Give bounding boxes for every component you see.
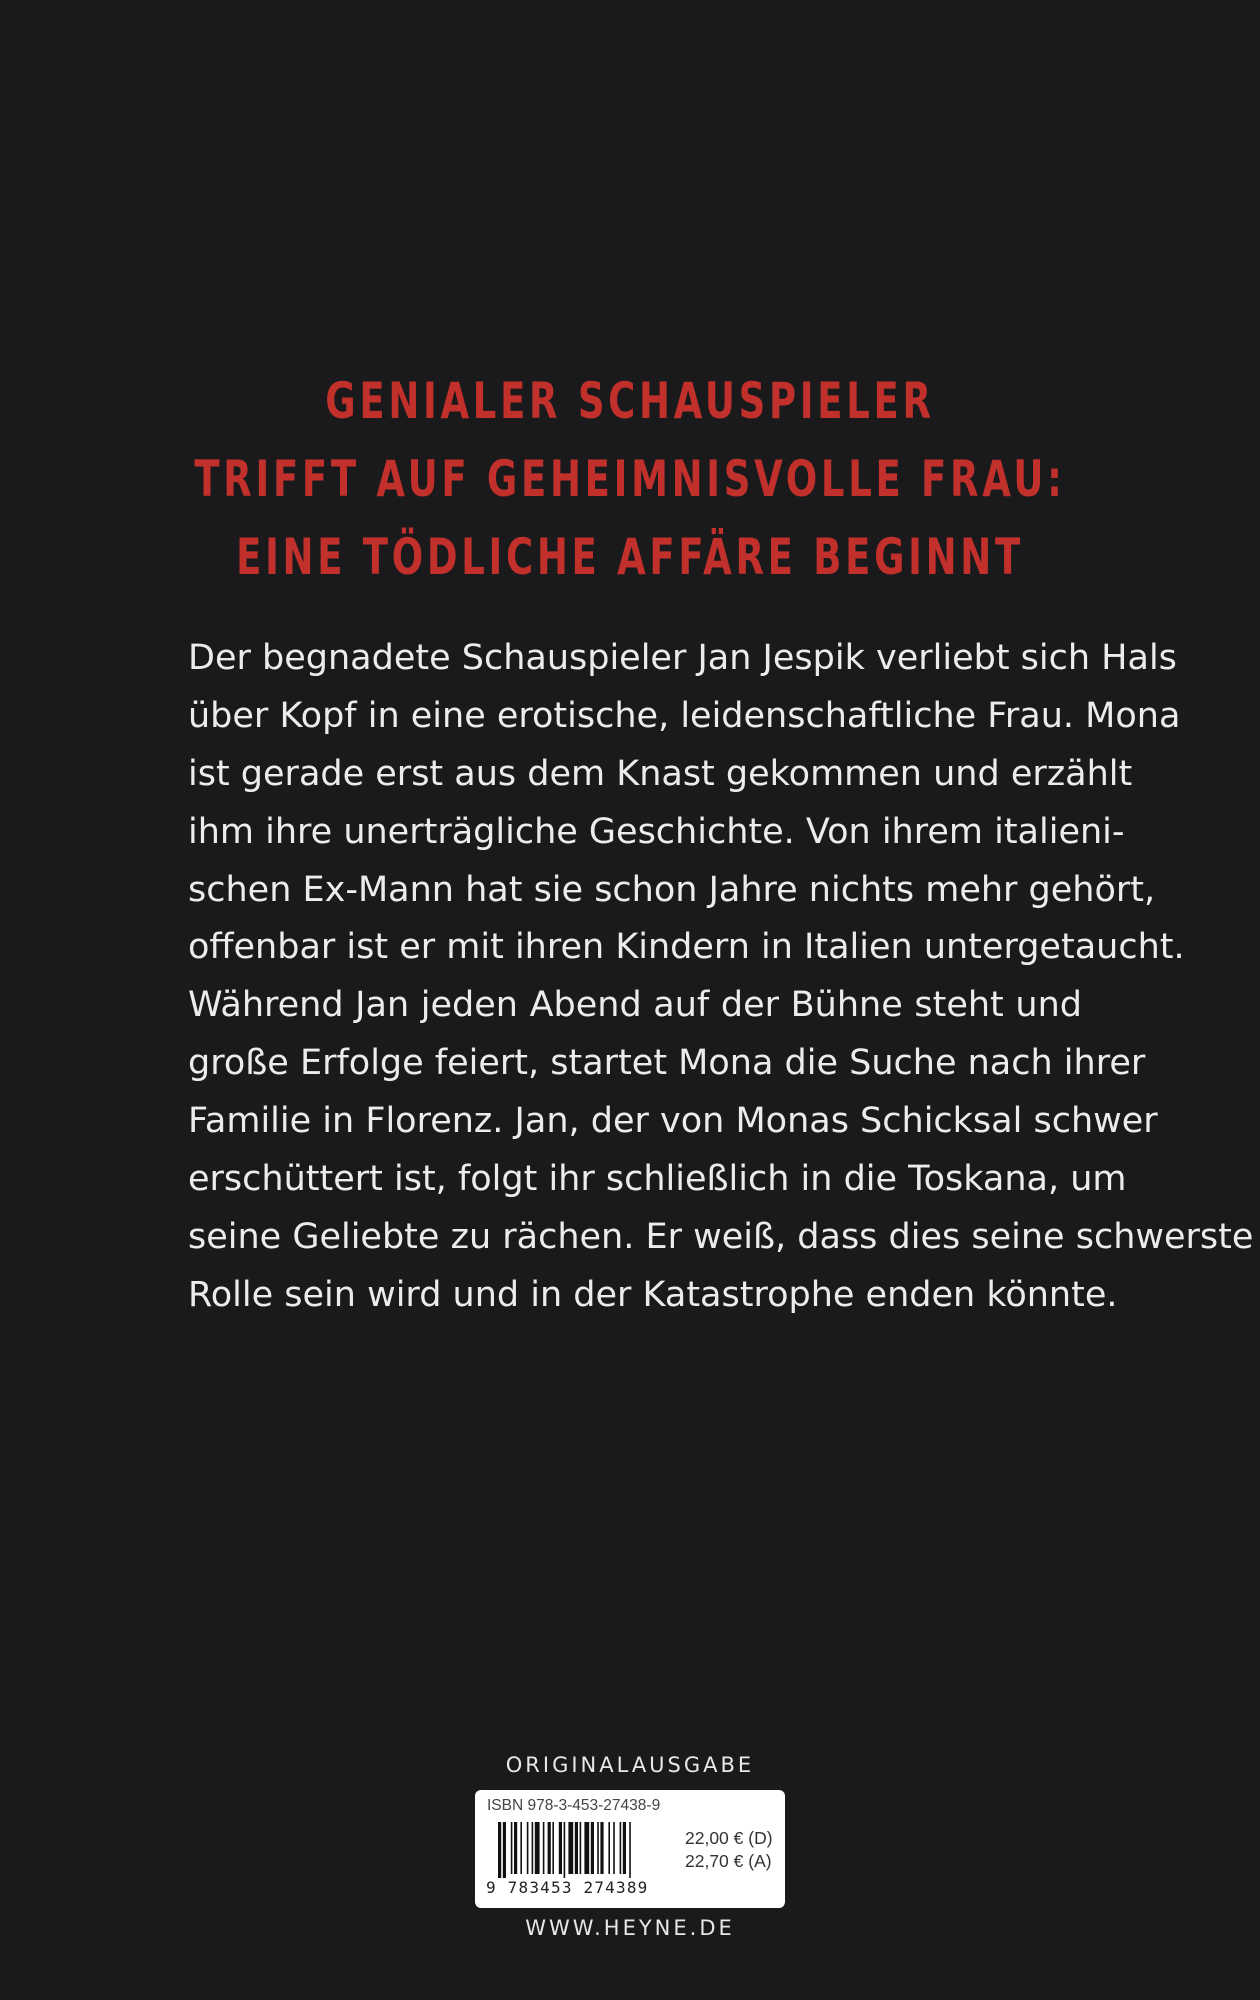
headline-line-3: EINE TÖDLICHE AFFÄRE BEGINNT [236,528,1024,586]
barcode-bar [600,1822,603,1874]
blurb-line: ist gerade erst aus dem Knast gekommen und erzählt [188,753,1133,794]
blurb-line: über Kopf in eine erotische, leidenschaftliche Frau. Mona [188,695,1181,736]
barcode-bar [597,1822,599,1874]
barcode-bar [580,1822,582,1874]
barcode-icon [498,1822,674,1878]
headline [0,362,1260,596]
barcode-bar [527,1822,529,1874]
headline-line-2: TRIFFT AUF GEHEIMNISVOLLE FRAU: [194,450,1066,508]
blurb-line: ihm ihre unerträgliche Geschichte. Von ihrem italieni- [188,811,1125,852]
barcode-bar [503,1822,506,1878]
barcode-bar [575,1822,578,1874]
barcode-bar [552,1822,554,1874]
blurb-line: seine Geliebte zu rächen. Er weiß, dass dies seine schwerste [188,1216,1254,1257]
barcode-bar [520,1822,522,1874]
barcode-bar [543,1822,545,1874]
barcode-bar [620,1822,622,1874]
price-austria: 22,70 € (A) [685,1851,772,1871]
blurb-line: offenbar ist er mit ihren Kindern in Italien untergetaucht. [188,927,1185,968]
barcode-bar [613,1822,615,1874]
barcode-label [475,1790,785,1908]
blurb-line: Der begnadete Schauspieler Jan Jespik verliebt sich Hals [188,638,1177,678]
edition-label: ORIGINALAUSGABE [505,1753,755,1777]
blurb-text [188,630,1254,1325]
price-germany: 22,00 € (D) [685,1828,773,1848]
barcode-bar [564,1822,566,1878]
blurb-line: Während Jan jeden Abend auf der Bühne steht und [188,985,1082,1026]
blurb-line: große Erfolge feiert, startet Mona die Suche nach ihrer [188,1043,1146,1084]
blurb-line: Rolle sein wird und in der Katastrophe enden könnte. [188,1274,1118,1315]
barcode-bar [623,1822,626,1874]
barcode-bar [535,1822,540,1874]
barcode-digits: 9 783453 274389 [486,1878,649,1897]
publisher-website: WWW.HEYNE.DE [525,1916,735,1940]
barcode-bar [568,1822,573,1874]
headline-line-1: GENIALER SCHAUSPIELER [325,372,935,430]
barcode-bar [548,1822,551,1874]
blurb-line: erschüttert ist, folgt ihr schließlich in die Toskana, um [188,1159,1127,1200]
barcode-bar [591,1822,594,1874]
barcode-bar [514,1822,517,1874]
barcode-bar [584,1822,589,1874]
blurb-line: Familie in Florenz. Jan, der von Monas Schicksal schwer [188,1101,1158,1142]
barcode-bar [532,1822,534,1874]
isbn-text: ISBN 978-3-453-27438-9 [487,1797,661,1814]
barcode-bar [608,1822,610,1874]
barcode-bar [511,1822,513,1874]
barcode-bar [498,1822,501,1878]
barcode-bar [629,1822,631,1878]
barcode-bar [559,1822,562,1874]
blurb-line: schen Ex-Mann hat sie schon Jahre nichts mehr gehört, [188,869,1156,910]
